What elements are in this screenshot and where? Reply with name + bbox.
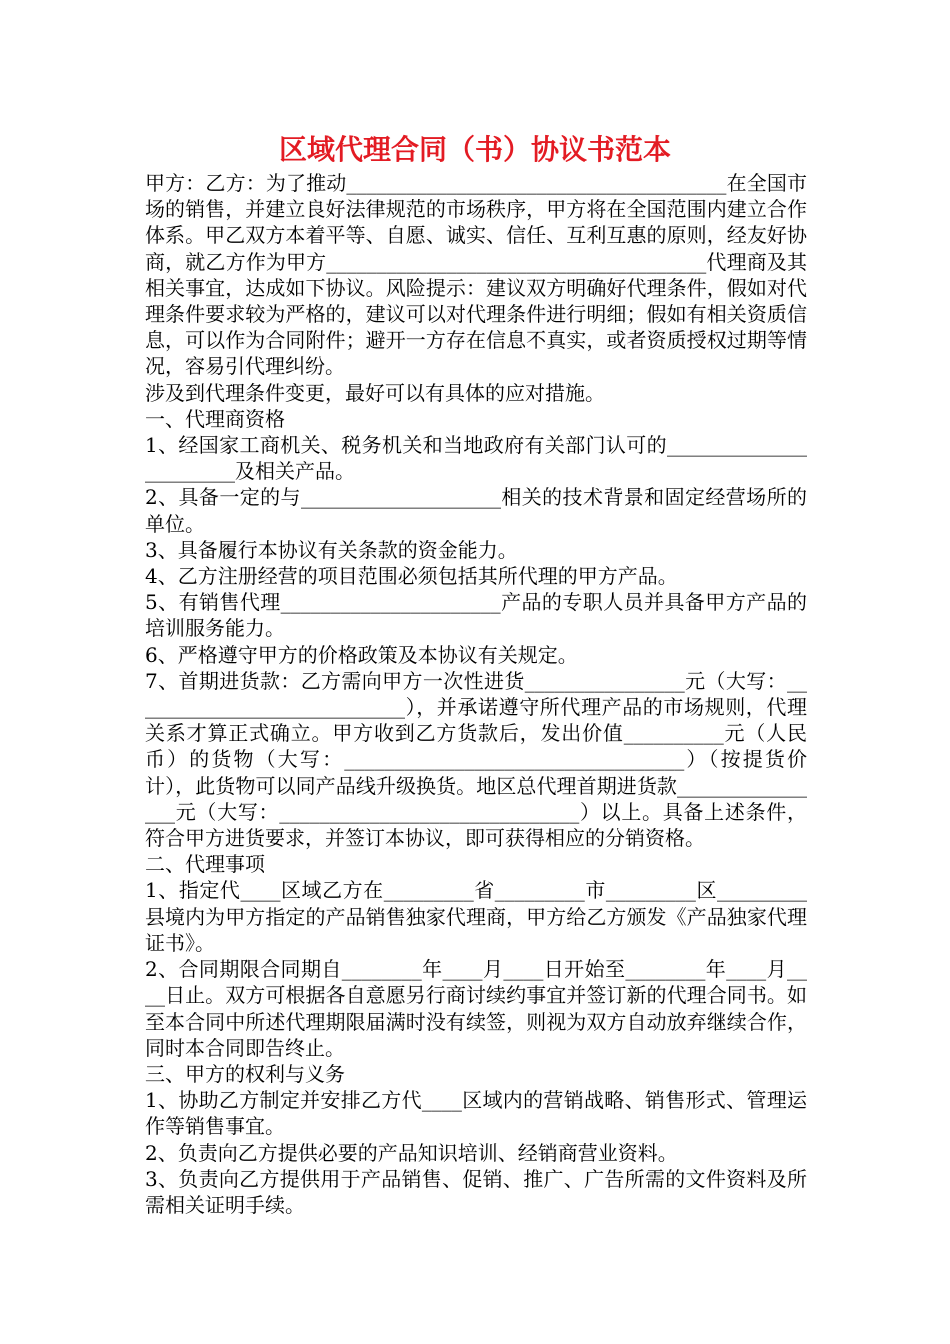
clause-2-1: 1、指定代____区域乙方在_________省_________市_________区_________县境内为甲方指定的产品销售独家代理商，甲方给乙方颁发《产品独家代理证书》。 xyxy=(145,878,807,955)
section-heading-agency-matters: 二、代理事项 xyxy=(145,852,265,877)
clause-1-3: 3、具备履行本协议有关条款的资金能力。 xyxy=(145,537,518,562)
paragraph-preamble: 甲方：乙方：为了推动______________________________________在全国市场的销售，并建立良好法律规范的市场秩序，甲方将在全国范围内建立合作体系。甲乙双方本着平等、自愿、诚实、信任、互利互惠的原则，经友好协商，就乙方作为甲方______________________________________代理商及其相关事宜，达成如下协议。风险提示：建议双方明确好代理条件，假如对代理条件要求较为严格的，建议可以对代理条件进行明细；假如有相关资质信息，可以作为合同附件；避开一方存在信息不真实，或者资质授权过期等情况，容易引代理纠纷。 xyxy=(145,171,807,379)
paragraph-note: 涉及到代理条件变更，最好可以有具体的应对措施。 xyxy=(145,380,605,405)
clause-1-6: 6、严格遵守甲方的价格政策及本协议有关规定。 xyxy=(145,642,578,667)
clause-1-1: 1、经国家工商机关、税务机关和当地政府有关部门认可的_______________________及相关产品。 xyxy=(145,433,807,484)
clause-3-1: 1、协助乙方制定并安排乙方代____区域内的营销战略、销售形式、管理运作等销售事宜。 xyxy=(145,1088,807,1139)
section-heading-party-a-rights: 三、甲方的权利与义务 xyxy=(145,1061,345,1086)
clause-3-3: 3、负责向乙方提供用于产品销售、促销、推广、广告所需的文件资料及所需相关证明手续。 xyxy=(145,1166,807,1217)
document-title: 区域代理合同（书）协议书范本 xyxy=(278,133,671,166)
clause-1-2: 2、具备一定的与____________________相关的技术背景和固定经营场所的单位。 xyxy=(145,485,807,536)
document-body xyxy=(145,170,807,1218)
clause-3-2: 2、负责向乙方提供必要的产品知识培训、经销商营业资料。 xyxy=(145,1140,678,1165)
clause-1-7: 7、首期进货款：乙方需向甲方一次性进货________________元（大写：____________________________），并承诺遵守所代理产品的市场规则，代理关系才算正式确立。甲方收到乙方货款后，发出价值__________元（人民币）的货物（大写：__________________________________）（按提货价计），此货物可以同产品线升级换货。地区总代理首期进货款________________元（大写：______________________________）以上。具备上述条件，符合甲方进货要求，并签订本协议，即可获得相应的分销资格。 xyxy=(145,668,807,851)
section-heading-agent-qualification: 一、代理商资格 xyxy=(145,406,285,431)
clause-1-5: 5、有销售代理______________________产品的专职人员并具备甲方产品的培训服务能力。 xyxy=(145,590,807,641)
clause-2-2: 2、合同期限合同期自________年____月____日开始至________年____月____日止。双方可根据各自意愿另行商讨续约事宜并签订新的代理合同书。如至本合同中所述代理期限届满时没有续签，则视为双方自动放弃继续合作，同时本合同即告终止。 xyxy=(145,957,807,1060)
clause-1-4: 4、乙方注册经营的项目范围必须包括其所代理的甲方产品。 xyxy=(145,564,678,589)
